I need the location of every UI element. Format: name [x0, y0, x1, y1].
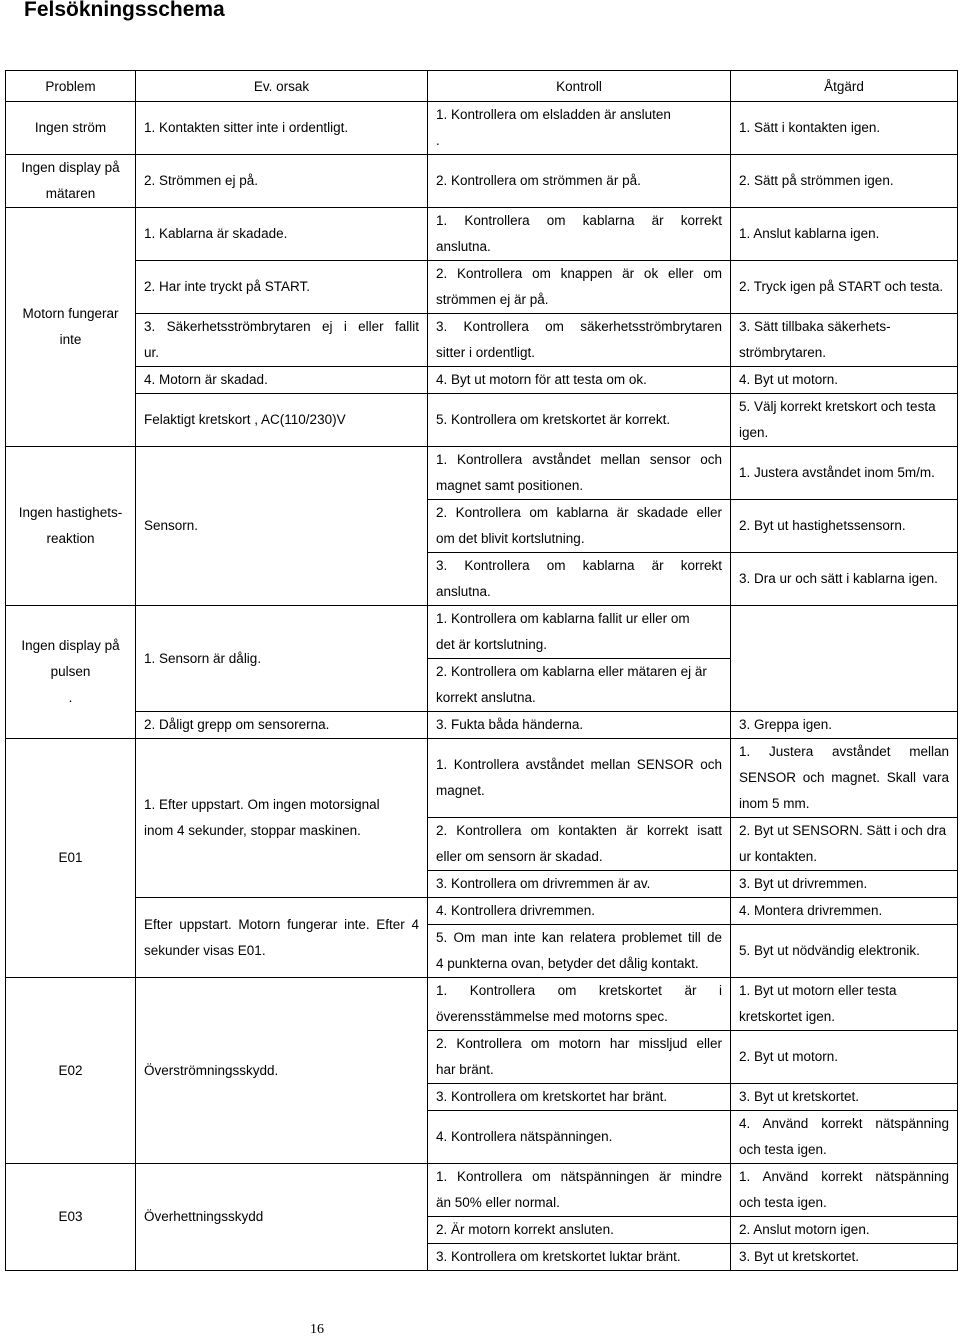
- cell-action: [731, 1164, 958, 1217]
- check-text: 4. Kontrollera nätspänningen.: [436, 1129, 613, 1144]
- cause-text: 1. Sensorn är dålig.: [144, 650, 262, 666]
- cell-check: [428, 447, 731, 500]
- page-title: Felsökningsschema: [24, 0, 225, 21]
- cell-action: [731, 925, 958, 978]
- cell-cause: [136, 447, 428, 606]
- problem-text: pulsen: [50, 664, 91, 679]
- table-row: [6, 367, 958, 394]
- cell-check: [428, 394, 731, 447]
- check-text: 5. Kontrollera om kretskortet är korrekt.: [436, 412, 671, 427]
- table-row: [6, 155, 958, 208]
- check-text: eller om sensorn är skadad.: [436, 849, 603, 864]
- cell-action: [731, 500, 958, 553]
- check-text: sitter i ordentligt.: [436, 345, 536, 360]
- cell-problem: [6, 978, 136, 1164]
- cell-action: [731, 155, 958, 208]
- cause-text: Felaktigt kretskort , AC(110/230)V: [144, 412, 346, 427]
- cause-text: ur.: [144, 345, 160, 360]
- cell-action: [731, 447, 958, 500]
- table-row: [6, 102, 958, 155]
- cause-text: 1. Kablarna är skadade.: [144, 226, 288, 241]
- table-row: [6, 978, 958, 1031]
- check-text: 3. Kontrollera om säkerhetsströmbrytaren: [436, 319, 722, 334]
- action-text: 5. Välj korrekt kretskort och testa: [739, 399, 936, 414]
- cell-cause: [136, 367, 428, 394]
- page-number: 16: [310, 1322, 324, 1337]
- cause-text: Överströmningsskydd.: [144, 1062, 279, 1078]
- cell-action: [731, 606, 958, 712]
- check-text: 1. Kontrollera om elsladden är ansluten: [436, 107, 671, 122]
- table-header-row: [6, 71, 958, 102]
- cell-cause: [136, 208, 428, 261]
- table-row: [6, 261, 958, 314]
- table-row: [6, 1164, 958, 1217]
- check-text: .: [436, 133, 440, 148]
- cell-check: [428, 155, 731, 208]
- check-text: magnet.: [436, 783, 485, 798]
- cell-problem: [6, 447, 136, 606]
- cell-action: [731, 1084, 958, 1111]
- cell-check: [428, 606, 731, 659]
- problem-text: Motorn fungerar: [22, 306, 119, 321]
- cause-text: 2. Har inte tryckt på START.: [144, 279, 311, 294]
- cause-text: 1. Kontakten sitter inte i ordentligt.: [144, 120, 349, 135]
- cell-check: [428, 500, 731, 553]
- check-text: 1. Kontrollera avståndet mellan SENSOR och: [436, 757, 722, 772]
- cause-text: Efter uppstart. Motorn fungerar inte. Efter 4: [144, 916, 419, 932]
- cell-check: [428, 871, 731, 898]
- action-text: 2. Anslut motorn igen.: [739, 1222, 870, 1237]
- action-text: 1. Byt ut motorn eller testa: [739, 983, 897, 998]
- problem-text: E02: [58, 1062, 83, 1078]
- cell-action: [731, 898, 958, 925]
- cell-cause: [136, 606, 428, 712]
- cell-action: [731, 818, 958, 871]
- action-text: 1. Använd korrekt nätspänning: [739, 1169, 949, 1184]
- check-text: 2. Är motorn korrekt ansluten.: [436, 1222, 614, 1237]
- cell-check: [428, 1164, 731, 1217]
- action-text: 3. Sätt tillbaka säkerhets-: [739, 319, 891, 334]
- check-text: om det blivit kortslutning.: [436, 531, 585, 546]
- cell-cause: [136, 712, 428, 739]
- cell-check: [428, 925, 731, 978]
- cause-text: 4. Motorn är skadad.: [144, 372, 268, 387]
- table-row: [6, 739, 958, 818]
- action-text: 2. Byt ut SENSORN. Sätt i och dra: [739, 823, 947, 838]
- cell-check: [428, 102, 731, 155]
- problem-text: inte: [59, 332, 82, 347]
- cell-action: [731, 1217, 958, 1244]
- action-text: ur kontakten.: [739, 849, 818, 864]
- table-row: [6, 314, 958, 367]
- cell-action: [731, 394, 958, 447]
- action-text: 1. Anslut kablarna igen.: [739, 226, 880, 241]
- check-text: 5. Om man inte kan relatera problemet till de: [436, 930, 722, 945]
- action-text: 3. Byt ut kretskortet.: [739, 1249, 860, 1264]
- problem-text: Ingen display på: [21, 638, 120, 653]
- cell-problem: [6, 606, 136, 739]
- cell-check: [428, 1084, 731, 1111]
- cause-text: Överhettningsskydd: [144, 1209, 264, 1224]
- cell-check: [428, 712, 731, 739]
- cell-check: [428, 208, 731, 261]
- cell-action: [731, 1031, 958, 1084]
- action-text: 5. Byt ut nödvändig elektronik.: [739, 943, 920, 958]
- action-text: inom 5 mm.: [739, 796, 810, 811]
- cell-check: [428, 659, 731, 712]
- check-text: 2. Kontrollera om motorn har missljud eller: [436, 1036, 722, 1051]
- action-text: 1. Justera avståndet inom 5m/m.: [739, 465, 935, 480]
- cell-problem: [6, 155, 136, 208]
- check-text: överensstämmelse med motorns spec.: [436, 1009, 668, 1024]
- cell-action: [731, 208, 958, 261]
- check-text: 2. Kontrollera om knappen är ok eller om: [436, 266, 722, 281]
- table-row: [6, 606, 958, 659]
- check-text: 4. Kontrollera drivremmen.: [436, 903, 596, 918]
- table-row: [6, 712, 958, 739]
- check-text: har bränt.: [436, 1062, 494, 1077]
- cell-check: [428, 314, 731, 367]
- action-text: 4. Använd korrekt nätspänning: [739, 1116, 949, 1131]
- action-text: 4. Byt ut motorn.: [739, 372, 839, 387]
- cause-text: Sensorn.: [144, 518, 199, 533]
- problem-text: mätaren: [45, 186, 96, 201]
- check-text: 1. Kontrollera om kablarna är korrekt: [436, 213, 722, 228]
- cell-action: [731, 367, 958, 394]
- problem-text: Ingen ström: [34, 120, 107, 135]
- cell-cause: [136, 898, 428, 978]
- cell-cause: [136, 1164, 428, 1271]
- check-text: 2. Kontrollera om strömmen är på.: [436, 173, 641, 188]
- check-text: 4. Byt ut motorn för att testa om ok.: [436, 372, 647, 387]
- cell-action: [731, 978, 958, 1031]
- header-problem: Problem: [6, 71, 136, 102]
- cell-check: [428, 898, 731, 925]
- cell-cause: [136, 394, 428, 447]
- check-text: det är kortslutning.: [436, 637, 548, 652]
- action-text: 3. Dra ur och sätt i kablarna igen.: [739, 571, 938, 586]
- cell-cause: [136, 261, 428, 314]
- check-text: strömmen ej är på.: [436, 292, 549, 307]
- cell-action: [731, 1111, 958, 1164]
- table-row: [6, 447, 958, 500]
- cell-check: [428, 818, 731, 871]
- header-check: Kontroll: [428, 71, 731, 102]
- table-row: [6, 898, 958, 925]
- action-text: SENSOR och magnet. Skall vara: [739, 770, 949, 785]
- cell-check: [428, 1244, 731, 1271]
- cell-action: [731, 1244, 958, 1271]
- action-text: 3. Byt ut kretskortet.: [739, 1089, 860, 1104]
- action-text: 2. Tryck igen på START och testa.: [739, 279, 944, 294]
- action-text: 1. Sätt i kontakten igen.: [739, 120, 881, 135]
- cell-check: [428, 739, 731, 818]
- check-text: anslutna.: [436, 239, 491, 254]
- cell-action: [731, 871, 958, 898]
- cause-text: 1. Efter uppstart. Om ingen motorsignal: [144, 797, 380, 812]
- cell-problem: [6, 1164, 136, 1271]
- cell-check: [428, 1217, 731, 1244]
- action-text: och testa igen.: [739, 1195, 827, 1210]
- check-text: 2. Kontrollera om kontakten är korrekt isatt: [436, 823, 722, 838]
- cell-action: [731, 553, 958, 606]
- action-text: kretskortet igen.: [739, 1009, 836, 1024]
- cell-cause: [136, 155, 428, 208]
- cell-check: [428, 978, 731, 1031]
- cell-action: [731, 712, 958, 739]
- check-text: 1. Kontrollera om kablarna fallit ur eller om: [436, 611, 690, 626]
- check-text: 4 punkterna ovan, betyder det dålig kontakt.: [436, 956, 699, 971]
- cause-text: 3. Säkerhetsströmbrytaren ej i eller fallit: [144, 319, 419, 334]
- header-cause: Ev. orsak: [136, 71, 428, 102]
- check-text: anslutna.: [436, 584, 491, 599]
- cell-cause: [136, 314, 428, 367]
- header-action: Åtgärd: [731, 71, 958, 102]
- action-text: 2. Byt ut hastighetssensorn.: [739, 518, 906, 533]
- check-text: korrekt anslutna.: [436, 690, 536, 705]
- cell-action: [731, 261, 958, 314]
- check-text: 2. Kontrollera om kablarna är skadade eller: [436, 505, 722, 520]
- cell-check: [428, 261, 731, 314]
- cause-text: 2. Strömmen ej på.: [144, 173, 259, 188]
- check-text: 3. Kontrollera om drivremmen är av.: [436, 876, 651, 891]
- check-text: 1. Kontrollera om nätspänningen är mindre: [436, 1169, 722, 1184]
- problem-text: Ingen display på: [21, 160, 120, 175]
- problem-text: Ingen hastighets-: [18, 505, 123, 520]
- action-text: 2. Byt ut motorn.: [739, 1049, 839, 1064]
- cell-action: [731, 102, 958, 155]
- cell-check: [428, 553, 731, 606]
- cell-problem: [6, 102, 136, 155]
- check-text: 3. Kontrollera om kretskortet luktar bränt.: [436, 1249, 681, 1264]
- action-text: 3. Greppa igen.: [739, 717, 833, 732]
- cause-text: 2. Dåligt grepp om sensorerna.: [144, 717, 330, 732]
- cause-text: sekunder visas E01.: [144, 942, 266, 958]
- check-text: 3. Kontrollera om kablarna är korrekt: [436, 558, 722, 573]
- check-text: 1. Kontrollera avståndet mellan sensor och: [436, 452, 722, 467]
- troubleshooting-table: [5, 70, 958, 1271]
- cell-check: [428, 1111, 731, 1164]
- action-text: strömbrytaren.: [739, 345, 827, 360]
- check-text: 3. Fukta båda händerna.: [436, 717, 584, 732]
- check-text: än 50% eller normal.: [436, 1195, 560, 1210]
- cell-cause: [136, 978, 428, 1164]
- action-text: igen.: [739, 425, 769, 440]
- check-text: magnet samt positionen.: [436, 478, 584, 493]
- cell-cause: [136, 102, 428, 155]
- cell-check: [428, 367, 731, 394]
- cell-problem: [6, 739, 136, 978]
- cell-action: [731, 739, 958, 818]
- problem-text: .: [68, 690, 73, 705]
- action-text: och testa igen.: [739, 1142, 827, 1157]
- cell-action: [731, 314, 958, 367]
- problem-text: E03: [58, 1209, 83, 1224]
- check-text: 3. Kontrollera om kretskortet har bränt.: [436, 1089, 668, 1104]
- action-text: 4. Montera drivremmen.: [739, 903, 883, 918]
- check-text: 2. Kontrollera om kablarna eller mätaren ej är: [436, 664, 707, 679]
- cell-cause: [136, 739, 428, 898]
- action-text: 2. Sätt på strömmen igen.: [739, 173, 894, 188]
- cell-check: [428, 1031, 731, 1084]
- cell-problem: [6, 208, 136, 447]
- problem-text: reaktion: [46, 531, 95, 546]
- check-text: 1. Kontrollera om kretskortet är i: [436, 983, 722, 998]
- action-text: 1. Justera avståndet mellan: [739, 744, 949, 759]
- problem-text: E01: [58, 850, 83, 865]
- cause-text: inom 4 sekunder, stoppar maskinen.: [144, 823, 361, 838]
- table-row: [6, 394, 958, 447]
- table-row: [6, 208, 958, 261]
- action-text: 3. Byt ut drivremmen.: [739, 876, 868, 891]
